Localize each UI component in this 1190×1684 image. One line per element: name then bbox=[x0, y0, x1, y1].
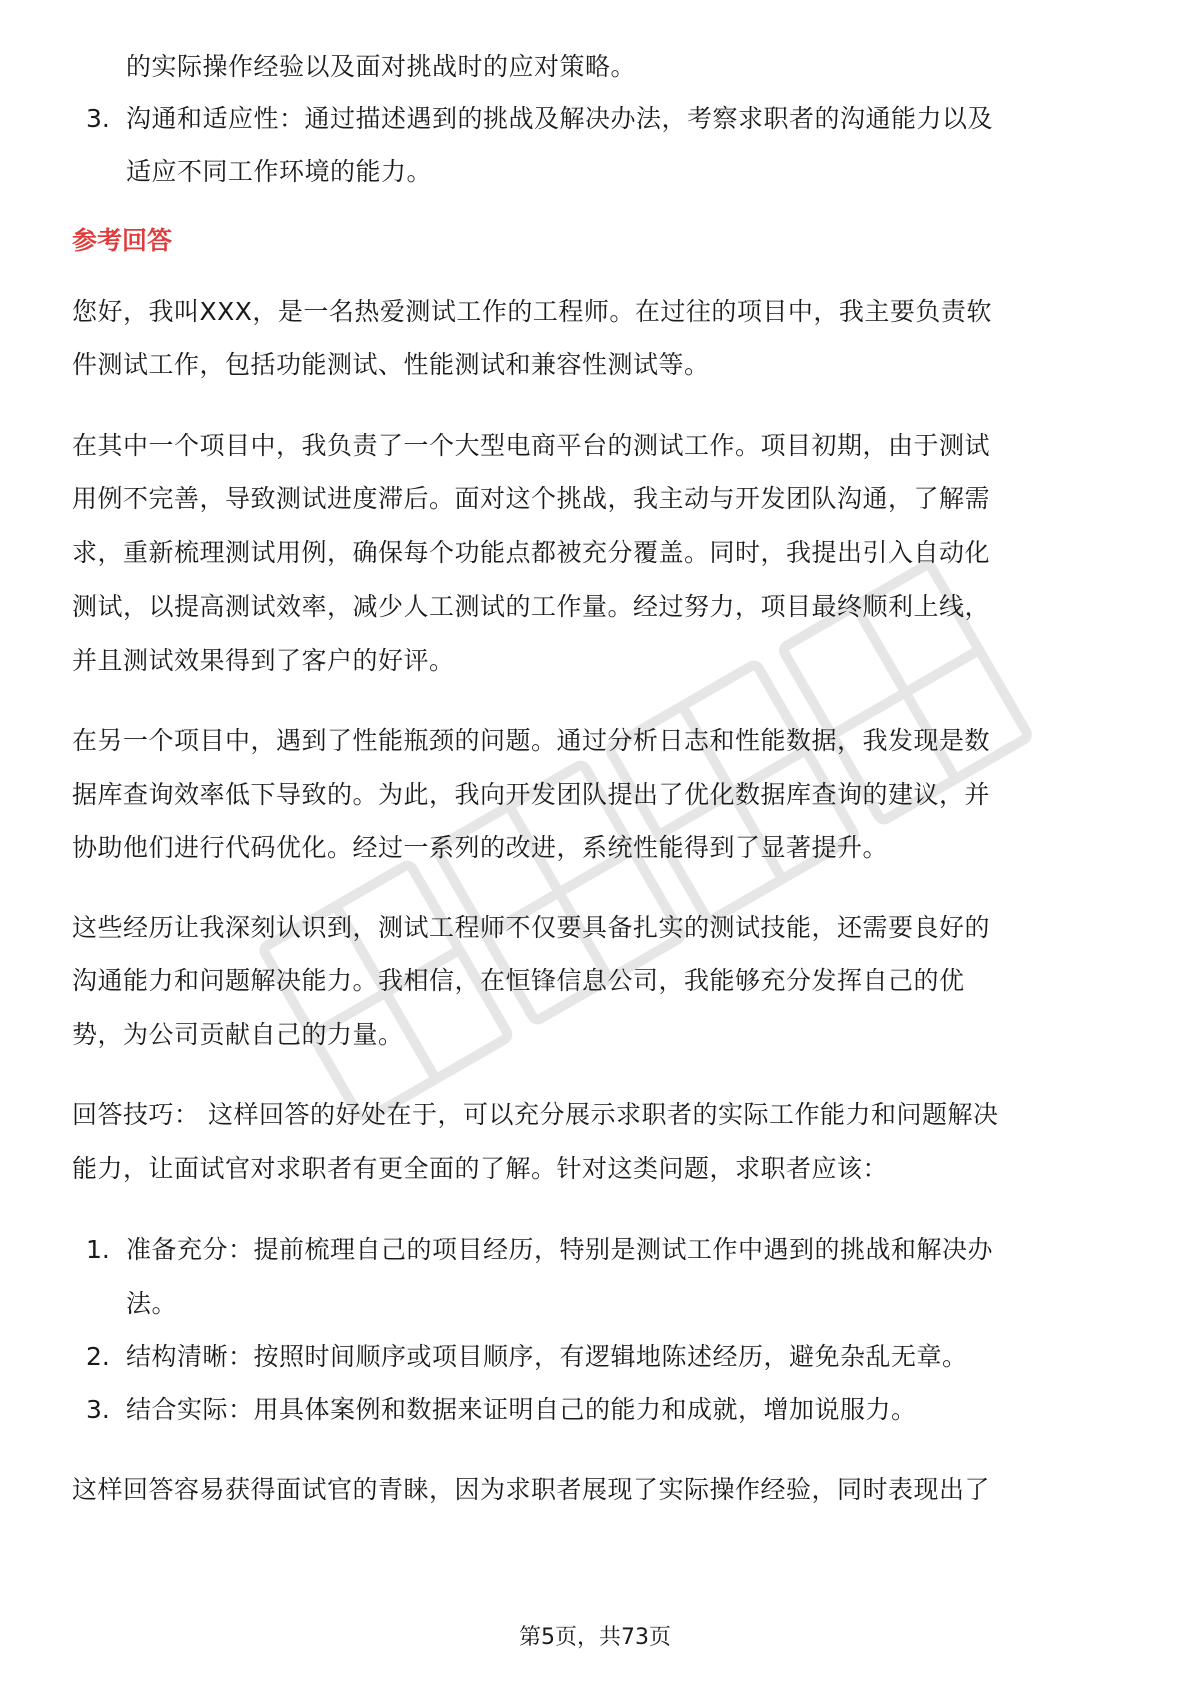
paragraph-line: 回答技巧： 这样回答的好处在于，可以充分展示求职者的实际工作能力和问题解决 bbox=[72, 1100, 999, 1129]
paragraph-line: 在另一个项目中，遇到了性能瓶颈的问题。通过分析日志和性能数据，我发现是数 bbox=[72, 726, 991, 755]
list-item-2-continuation: 的实际操作经验以及面对挑战时的应对策略。 bbox=[126, 52, 637, 81]
paragraph-line: 这样回答容易获得面试官的青睐，因为求职者展现了实际操作经验，同时表现出了 bbox=[72, 1475, 991, 1504]
paragraph-line: 件测试工作，包括功能测试、性能测试和兼容性测试等。 bbox=[72, 350, 710, 379]
tip-item-2-text: 结构清晰：按照时间顺序或项目顺序，有逻辑地陈述经历，避免杂乱无章。 bbox=[126, 1342, 968, 1371]
list-number-3: 3. bbox=[86, 1395, 110, 1424]
paragraph-line: 并且测试效果得到了客户的好评。 bbox=[72, 646, 455, 675]
list-number-2: 2. bbox=[86, 1342, 110, 1371]
tip-item-1-text: 准备充分：提前梳理自己的项目经历，特别是测试工作中遇到的挑战和解决办 bbox=[126, 1235, 994, 1264]
paragraph-line: 您好，我叫XXX，是一名热爱测试工作的工程师。在过往的项目中，我主要负责软 bbox=[72, 297, 992, 326]
list-item-3-continuation: 适应不同工作环境的能力。 bbox=[126, 157, 433, 186]
paragraph-line: 在其中一个项目中，我负责了一个大型电商平台的测试工作。项目初期，由于测试 bbox=[72, 431, 991, 460]
paragraph-line: 求，重新梳理测试用例，确保每个功能点都被充分覆盖。同时，我提出引入自动化 bbox=[72, 538, 991, 567]
paragraph-line: 势，为公司贡献自己的力量。 bbox=[72, 1020, 404, 1049]
paragraph-line: 据库查询效率低下导致的。为此，我向开发团队提出了优化数据库查询的建议，并 bbox=[72, 780, 991, 809]
paragraph-line: 用例不完善，导致测试进度滞后。面对这个挑战，我主动与开发团队沟通，了解需 bbox=[72, 484, 991, 513]
list-number-1: 1. bbox=[86, 1235, 110, 1264]
section-heading: 参考回答 bbox=[72, 226, 173, 255]
paragraph-line: 沟通能力和问题解决能力。我相信，在恒锋信息公司，我能够充分发挥自己的优 bbox=[72, 966, 965, 995]
paragraph-line: 这些经历让我深刻认识到，测试工程师不仅要具备扎实的测试技能，还需要良好的 bbox=[72, 913, 991, 942]
paragraph-line: 能力，让面试官对求职者有更全面的了解。针对这类问题，求职者应该： bbox=[72, 1154, 889, 1183]
tip-item-1-continuation: 法。 bbox=[126, 1289, 178, 1318]
paragraph-line: 协助他们进行代码优化。经过一系列的改进，系统性能得到了显著提升。 bbox=[72, 833, 889, 862]
paragraph-line: 测试，以提高测试效率，减少人工测试的工作量。经过努力，项目最终顺利上线， bbox=[72, 592, 991, 621]
page-footer: 第5页，共73页 bbox=[519, 1625, 671, 1650]
tip-item-3-text: 结合实际：用具体案例和数据来证明自己的能力和成就，增加说服力。 bbox=[126, 1395, 917, 1424]
list-number-3: 3. bbox=[86, 104, 110, 133]
list-item-3-text: 沟通和适应性：通过描述遇到的挑战及解决办法，考察求职者的沟通能力以及 bbox=[126, 104, 994, 133]
